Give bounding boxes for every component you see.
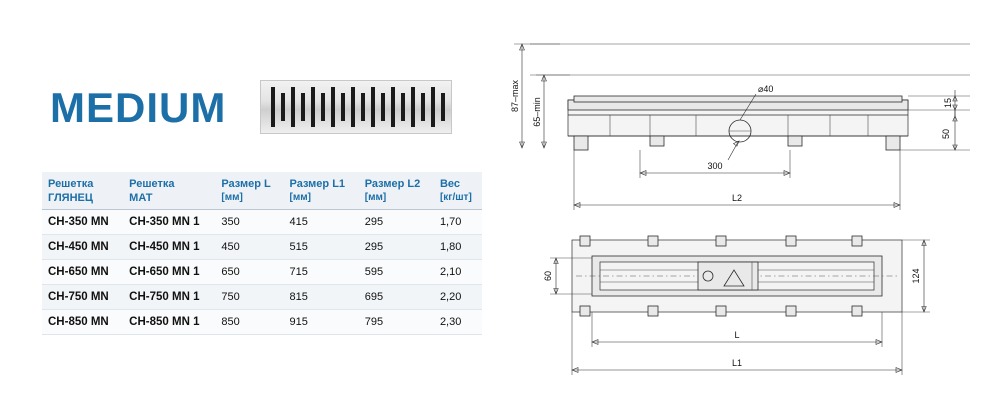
column-header-l-unit: [мм] xyxy=(221,191,243,203)
column-header-l1-unit: [мм] xyxy=(289,191,311,203)
dim-label-87-max: 87–max xyxy=(510,79,520,113)
cell-l: 850 xyxy=(215,309,283,334)
cell-matte: CH-450 MN 1 xyxy=(123,234,215,259)
dim-label-60: 60 xyxy=(543,270,553,282)
dimension-124 xyxy=(902,240,930,312)
column-header-weight-label: Вес xyxy=(439,178,460,190)
column-header-l-label: Размер L xyxy=(221,178,271,190)
cell-l2: 295 xyxy=(359,209,434,234)
table-row xyxy=(42,259,482,284)
table-row xyxy=(42,309,482,334)
cell-l2: 295 xyxy=(359,234,434,259)
cell-weight: 2,20 xyxy=(434,284,482,309)
dim-label-15: 15 xyxy=(943,97,953,109)
table-row xyxy=(42,234,482,259)
column-header-l2-label: Размер L2 xyxy=(364,178,421,190)
dimension-50 xyxy=(900,110,970,150)
cell-matte: CH-850 MN 1 xyxy=(123,309,215,334)
cell-gloss: CH-350 MN xyxy=(42,209,123,234)
cell-l2: 795 xyxy=(359,309,434,334)
cell-weight: 2,10 xyxy=(434,259,482,284)
cell-l: 650 xyxy=(215,259,283,284)
dim-label-300: 300 xyxy=(707,161,723,171)
cell-matte: CH-650 MN 1 xyxy=(123,259,215,284)
brand-block xyxy=(50,80,450,142)
dimension-87-max xyxy=(510,44,524,148)
cell-l: 750 xyxy=(215,284,283,309)
dim-label-L1: L1 xyxy=(731,358,743,368)
page-title: MEDIUM xyxy=(50,84,227,131)
grate-sample-image xyxy=(260,80,452,134)
technical-drawing-panel xyxy=(500,0,1000,412)
dim-label-50: 50 xyxy=(941,128,951,140)
cell-weight: 1,70 xyxy=(434,209,482,234)
cell-l2: 595 xyxy=(359,259,434,284)
column-header-l1-label: Размер L1 xyxy=(289,178,346,190)
table-row xyxy=(42,209,482,234)
dimension-L1 xyxy=(572,312,902,375)
dim-label-L2: L2 xyxy=(731,193,743,203)
cell-matte: CH-750 MN 1 xyxy=(123,284,215,309)
table-header-row xyxy=(42,172,482,209)
support-legs xyxy=(574,136,900,150)
table-row xyxy=(42,284,482,309)
dim-label-L: L xyxy=(734,330,740,340)
column-header-gloss-line2: ГЛЯНЕЦ xyxy=(48,191,93,204)
front-section-view xyxy=(510,44,970,210)
cell-weight: 2,30 xyxy=(434,309,482,334)
dimension-65-min xyxy=(532,75,546,148)
cell-l1: 715 xyxy=(284,259,359,284)
cell-matte: CH-350 MN 1 xyxy=(123,209,215,234)
column-header-matte-line2: МАТ xyxy=(129,191,153,204)
dim-label-124: 124 xyxy=(911,268,921,284)
column-header-l xyxy=(215,172,283,209)
column-header-gloss xyxy=(42,172,123,209)
dim-label-65-min: 65–min xyxy=(532,97,542,127)
cell-l1: 415 xyxy=(284,209,359,234)
column-header-l1 xyxy=(284,172,359,209)
cell-gloss: CH-650 MN xyxy=(42,259,123,284)
cell-l: 350 xyxy=(215,209,283,234)
cell-l2: 695 xyxy=(359,284,434,309)
cell-l1: 815 xyxy=(284,284,359,309)
column-header-weight xyxy=(434,172,482,209)
dim-label-diameter-40: ⌀40 xyxy=(758,84,774,94)
column-header-l2-unit: [мм] xyxy=(364,191,387,203)
column-header-l2 xyxy=(359,172,434,209)
column-header-matte xyxy=(123,172,215,209)
dimension-300 xyxy=(640,150,790,178)
column-header-gloss-line1: Решетка xyxy=(48,178,94,190)
specification-table xyxy=(42,172,482,335)
cell-l1: 915 xyxy=(284,309,359,334)
cell-l1: 515 xyxy=(284,234,359,259)
dimension-L2 xyxy=(574,150,900,210)
top-plan-view xyxy=(543,236,930,375)
cell-weight: 1,80 xyxy=(434,234,482,259)
cell-gloss: CH-750 MN xyxy=(42,284,123,309)
cell-gloss: CH-850 MN xyxy=(42,309,123,334)
column-header-weight-unit: [кг/шт] xyxy=(439,191,472,203)
column-header-matte-line1: Решетка xyxy=(129,178,175,190)
dimension-L xyxy=(592,312,882,347)
cell-l: 450 xyxy=(215,234,283,259)
cell-gloss: CH-450 MN xyxy=(42,234,123,259)
